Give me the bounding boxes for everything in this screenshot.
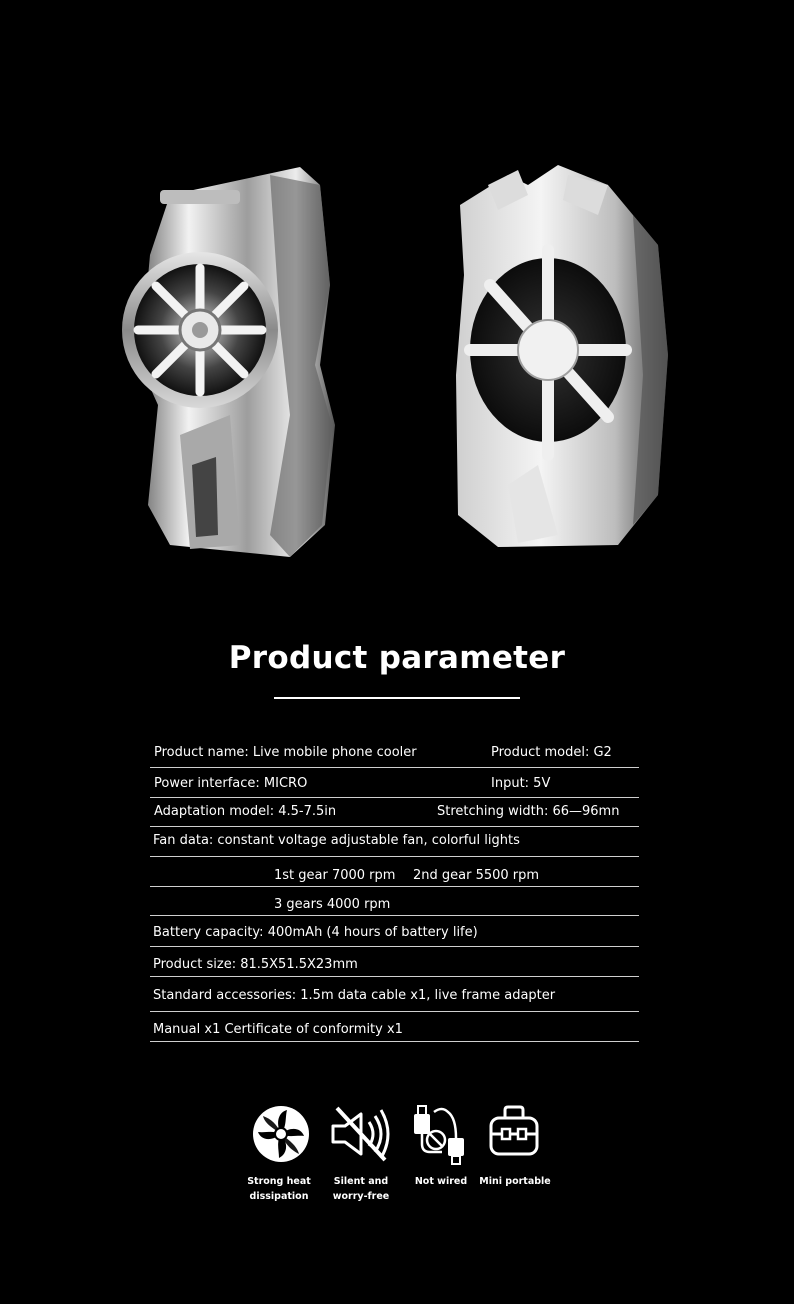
spec-battery: Battery capacity: 400mAh (4 hours of battery life): [153, 925, 478, 940]
section-title: Product parameter: [228, 640, 566, 676]
row-divider: [150, 915, 639, 916]
spec-accessories: Standard accessories: 1.5m data cable x1, live frame adapter: [153, 988, 556, 1003]
fan-icon: [251, 1104, 311, 1164]
row-divider: [150, 1041, 639, 1042]
briefcase-icon: [488, 1104, 540, 1160]
spec-size: Product size: 81.5X51.5X23mm: [153, 957, 358, 972]
row-divider: [150, 826, 639, 827]
no-cable-icon: [412, 1104, 468, 1168]
feature-row: [0, 1100, 794, 1220]
row-divider: [150, 946, 639, 947]
feature-label-heat: Strong heat dissipation: [247, 1176, 311, 1202]
feature-label-portable: Mini portable: [479, 1176, 551, 1187]
row-divider: [150, 1011, 639, 1012]
spec-manual: Manual x1 Certificate of conformity x1: [153, 1022, 403, 1037]
spec-gear-1: 1st gear 7000 rpm: [274, 868, 396, 883]
spec-product-model: Product model: G2: [491, 745, 612, 760]
spec-gear-3: 3 gears 4000 rpm: [274, 897, 391, 912]
spec-fan-data: Fan data: constant voltage adjustable fan, colorful lights: [153, 833, 520, 848]
feature-label-wireless: Not wired: [414, 1176, 468, 1187]
spec-gear-2: 2nd gear 5500 rpm: [413, 868, 540, 883]
row-divider: [150, 797, 639, 798]
feature-label-silent: Silent and worry-free: [332, 1176, 390, 1202]
row-divider: [150, 856, 639, 857]
spec-power-interface: Power interface: MICRO: [154, 776, 308, 791]
row-divider: [150, 886, 639, 887]
spec-input: Input: 5V: [491, 776, 551, 791]
row-divider: [150, 767, 639, 768]
spec-adaptation-model: Adaptation model: 4.5-7.5in: [154, 804, 337, 819]
mute-speaker-icon: [329, 1104, 395, 1164]
spec-stretching-width: Stretching width: 66—96mn: [437, 804, 620, 819]
row-divider: [150, 976, 639, 977]
spec-product-name: Product name: Live mobile phone cooler: [154, 745, 417, 760]
